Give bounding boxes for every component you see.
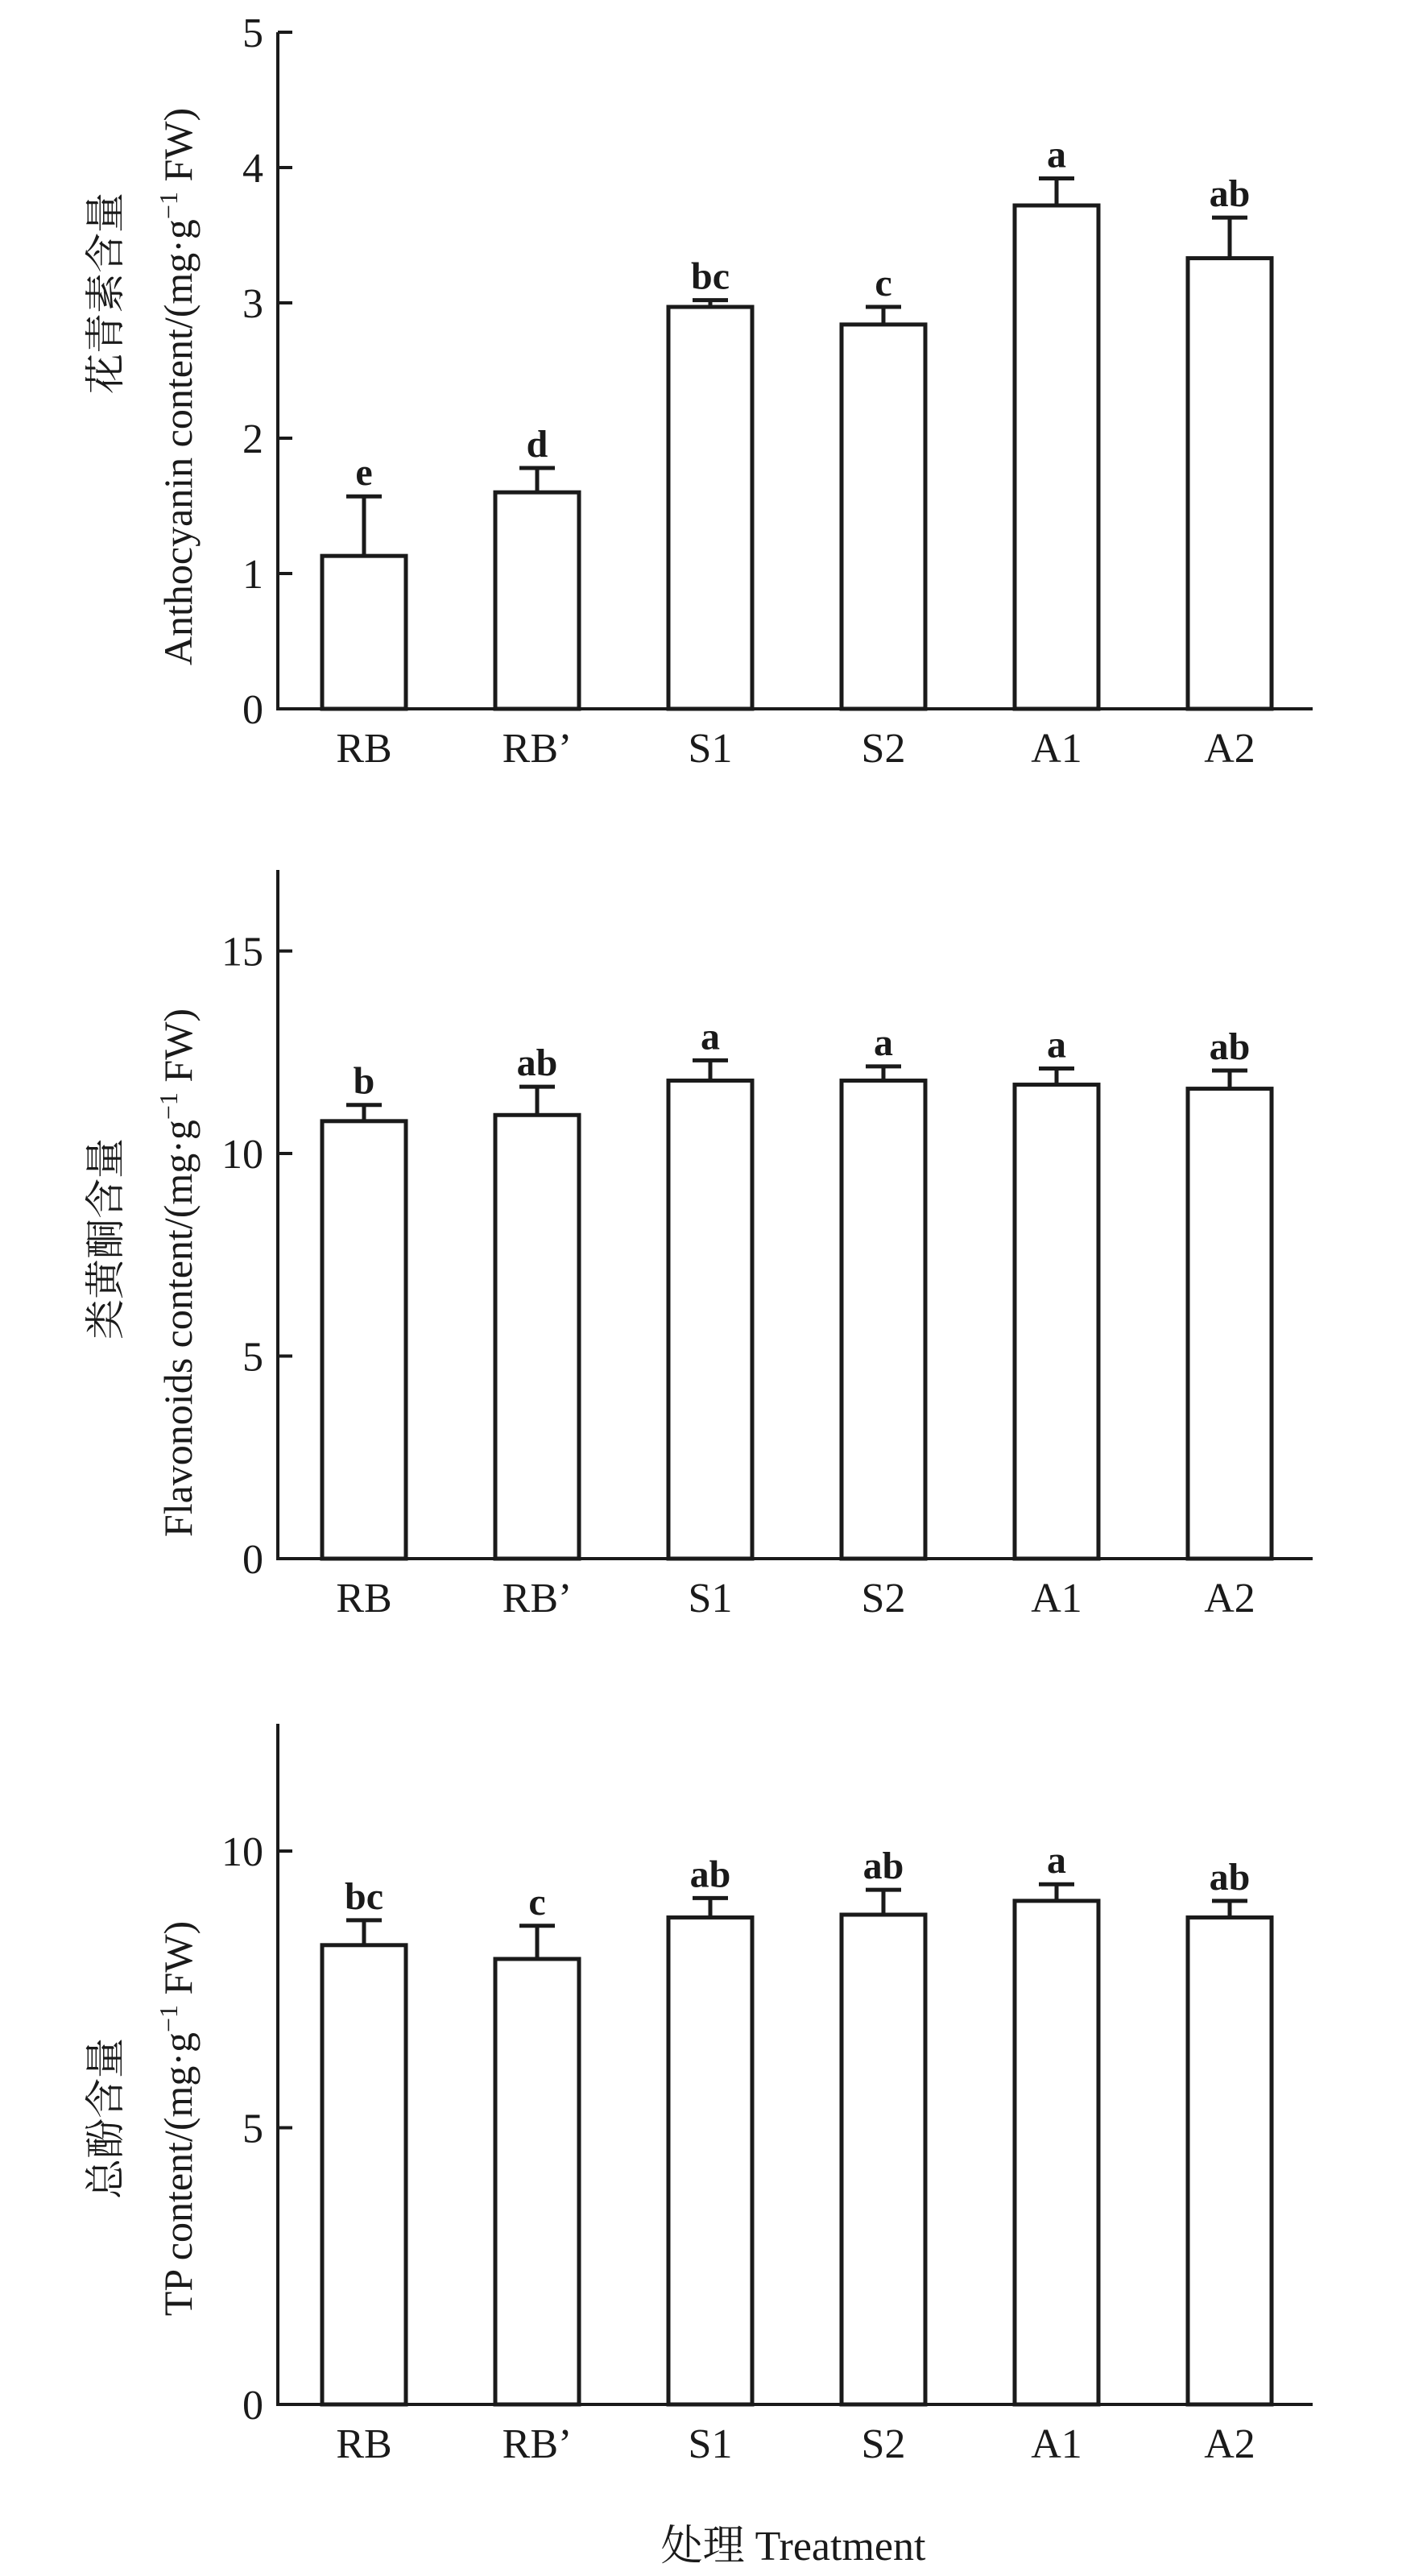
anthocyanin-significance-label: d bbox=[526, 422, 548, 466]
anthocyanin-y-tick-label: 3 bbox=[242, 281, 263, 327]
flavonoids-ylabel-chinese: 类黄酮含量 bbox=[83, 1138, 128, 1340]
flavonoids-ylabel-main: Flavonoids content/(mg·g bbox=[155, 1120, 201, 1538]
flavonoids-y-tick-label: 5 bbox=[242, 1334, 263, 1381]
anthocyanin-bar-4 bbox=[842, 325, 925, 709]
anthocyanin-ylabel-main: Anthocyanin content/(mg·g bbox=[155, 219, 201, 666]
total-phenol-significance-label: ab bbox=[862, 1845, 904, 1888]
flavonoids-ylabel-english bbox=[154, 1008, 201, 1537]
flavonoids-bar-1 bbox=[322, 1121, 406, 1559]
flavonoids-bar-5 bbox=[1015, 1085, 1098, 1559]
anthocyanin-bar-1 bbox=[322, 556, 406, 709]
flavonoids-significance-label: a bbox=[701, 1015, 720, 1058]
flavonoids-x-tick-label: S2 bbox=[861, 1576, 906, 1621]
flavonoids-significance-label: a bbox=[874, 1021, 893, 1064]
total-phenol-significance-label: ab bbox=[689, 1853, 731, 1896]
anthocyanin-x-tick-label: A2 bbox=[1204, 726, 1255, 772]
total-phenol-y-tick-label: 10 bbox=[221, 1829, 263, 1876]
flavonoids-significance-label: ab bbox=[1209, 1025, 1251, 1068]
anthocyanin-bar-2 bbox=[495, 492, 579, 709]
anthocyanin-x-tick-label: S2 bbox=[861, 726, 906, 772]
treatment-xlabel: 处理 Treatment bbox=[660, 2524, 926, 2570]
total-phenol-ylabel-tail: FW) bbox=[155, 1920, 201, 2005]
anthocyanin-y-tick-label: 4 bbox=[242, 146, 263, 192]
flavonoids-y-tick-label: 15 bbox=[221, 929, 263, 975]
flavonoids-x-tick-label: A2 bbox=[1204, 1576, 1255, 1621]
flavonoids-x-tick-label: RB bbox=[336, 1576, 392, 1621]
anthocyanin-bar-3 bbox=[668, 307, 752, 709]
flavonoids-ylabel-tail: FW) bbox=[155, 1008, 201, 1093]
total-phenol-ylabel-chinese: 总酚含量 bbox=[83, 2038, 128, 2199]
flavonoids-y-tick-label: 10 bbox=[221, 1132, 263, 1178]
total-phenol-x-tick-label: RB’ bbox=[502, 2421, 573, 2467]
anthocyanin-significance-label: e bbox=[355, 451, 373, 495]
total-phenol-x-tick-label: A1 bbox=[1031, 2421, 1082, 2467]
flavonoids-significance-label: b bbox=[353, 1059, 375, 1103]
total-phenol-bar-2 bbox=[495, 1959, 579, 2404]
anthocyanin-significance-label: ab bbox=[1209, 172, 1251, 216]
anthocyanin-x-tick-label: A1 bbox=[1031, 726, 1082, 772]
anthocyanin-bar-6 bbox=[1188, 259, 1272, 709]
total-phenol-bar-3 bbox=[668, 1917, 752, 2404]
anthocyanin-x-tick-label: S1 bbox=[688, 726, 733, 772]
flavonoids-x-tick-label: A1 bbox=[1031, 1576, 1082, 1621]
total-phenol-ylabel-main: TP content/(mg·g bbox=[155, 2031, 201, 2317]
total-phenol-bar-6 bbox=[1188, 1917, 1272, 2404]
anthocyanin-significance-label: c bbox=[875, 262, 892, 305]
anthocyanin-ylabel-english bbox=[154, 108, 201, 665]
total-phenol-x-tick-label: S1 bbox=[688, 2421, 733, 2467]
total-phenol-ylabel-superscript: −1 bbox=[154, 2004, 183, 2032]
total-phenol-x-tick-label: A2 bbox=[1204, 2421, 1255, 2467]
total-phenol-bar-5 bbox=[1015, 1901, 1098, 2404]
anthocyanin-x-tick-label: RB bbox=[336, 726, 392, 772]
total-phenol-bar-1 bbox=[322, 1945, 406, 2404]
anthocyanin-significance-label: a bbox=[1047, 133, 1066, 176]
flavonoids-bar-3 bbox=[668, 1081, 752, 1559]
flavonoids-bar-6 bbox=[1188, 1089, 1272, 1559]
total-phenol-y-tick-label: 5 bbox=[242, 2106, 263, 2152]
anthocyanin-ylabel-tail: FW) bbox=[155, 107, 201, 193]
anthocyanin-y-tick-label: 2 bbox=[242, 416, 263, 462]
anthocyanin-y-tick-label: 1 bbox=[242, 552, 263, 598]
anthocyanin-bar-5 bbox=[1015, 205, 1098, 709]
flavonoids-ylabel-superscript: −1 bbox=[154, 1092, 183, 1120]
flavonoids-bar-4 bbox=[842, 1081, 925, 1559]
total-phenol-x-tick-label: S2 bbox=[861, 2421, 906, 2467]
flavonoids-significance-label: ab bbox=[516, 1042, 558, 1085]
total-phenol-ylabel-english bbox=[154, 1921, 201, 2316]
total-phenol-significance-label: a bbox=[1047, 1839, 1066, 1882]
flavonoids-bar-2 bbox=[495, 1115, 579, 1559]
anthocyanin-significance-label: bc bbox=[691, 255, 730, 298]
total-phenol-significance-label: ab bbox=[1209, 1855, 1251, 1899]
total-phenol-significance-label: bc bbox=[345, 1874, 383, 1918]
total-phenol-bar-4 bbox=[842, 1915, 925, 2404]
total-phenol-x-tick-label: RB bbox=[336, 2421, 392, 2467]
flavonoids-x-tick-label: RB’ bbox=[502, 1576, 573, 1621]
total-phenol-significance-label: c bbox=[528, 1880, 546, 1924]
anthocyanin-y-tick-label: 0 bbox=[242, 687, 263, 733]
anthocyanin-ylabel-superscript: −1 bbox=[154, 192, 183, 220]
anthocyanin-ylabel-chinese: 花青素含量 bbox=[83, 193, 128, 394]
anthocyanin-y-tick-label: 5 bbox=[242, 10, 263, 56]
total-phenol-y-tick-label: 0 bbox=[242, 2383, 263, 2429]
anthocyanin-x-tick-label: RB’ bbox=[502, 726, 573, 772]
flavonoids-y-tick-label: 0 bbox=[242, 1537, 263, 1583]
flavonoids-significance-label: a bbox=[1047, 1023, 1066, 1066]
flavonoids-x-tick-label: S1 bbox=[688, 1576, 733, 1621]
